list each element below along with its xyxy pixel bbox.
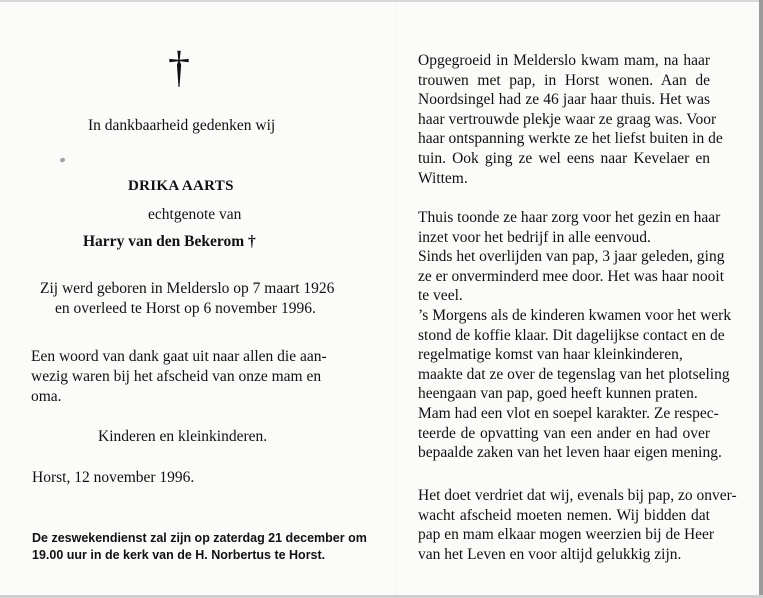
text-line: trouwen met pap, in Horst wonen. Aan de bbox=[418, 71, 710, 89]
text-line: teerde de opvatting van een ander en had over bbox=[418, 424, 710, 442]
text-line: haar vertrouwde plekje waar ze graag was. Voor bbox=[418, 110, 717, 128]
family-signature: Kinderen en kleinkinderen. bbox=[98, 428, 268, 445]
text-line: heengaan van pap, goed heeft kunnen praten. bbox=[418, 385, 698, 403]
text-line: Opgegroeid in Melderslo kwam mam, na haar bbox=[418, 52, 710, 69]
biography-paragraph-3 bbox=[418, 486, 737, 564]
biography-paragraph-1 bbox=[418, 51, 723, 188]
place-date: Horst, 12 november 1996. bbox=[32, 469, 195, 486]
remembrance-heading: In dankbaarheid gedenken wij bbox=[88, 117, 276, 134]
right-edge bbox=[759, 0, 763, 598]
text-line: Thuis toonde ze haar zorg voor het gezin en haar bbox=[418, 209, 721, 226]
text-line: tuin. Ook ging ze wel eens naar Kevelaer en bbox=[418, 149, 710, 167]
text-line: stond de koffie klaar. Dit dagelijkse contact en de bbox=[418, 326, 725, 344]
service-line: 19.00 uur in de kerk van de H. Norbertus te Horst. bbox=[32, 548, 326, 562]
text-line: van het Leven en voor altijd gelukkig zijn. bbox=[418, 545, 682, 563]
text-line: haar ontspanning werkte ze het liefst buiten in de bbox=[418, 130, 723, 148]
deceased-name: DRIKA AARTS bbox=[128, 178, 234, 194]
paper-speck bbox=[59, 157, 65, 163]
text-line: Wittem. bbox=[418, 169, 468, 187]
spouse-name: Harry van den Bekerom † bbox=[83, 233, 256, 250]
text-line: te veel. bbox=[418, 287, 463, 305]
text-line: ’s Morgens als de kinderen kwamen voor het werk bbox=[418, 306, 732, 324]
death-line: en overleed te Horst op 6 november 1996. bbox=[55, 300, 316, 317]
text-line: inzet voor het bedrijf in alle eenvoud. bbox=[418, 228, 651, 246]
cross-icon: † bbox=[168, 43, 190, 92]
thanks-line: wezig waren bij het afscheid van onze mam en bbox=[31, 368, 322, 385]
top-edge bbox=[0, 0, 763, 2]
thanks-paragraph bbox=[31, 347, 351, 407]
biography-paragraph-2 bbox=[418, 208, 732, 463]
thanks-line: oma. bbox=[31, 388, 62, 405]
thanks-line: Een woord van dank gaat uit naar allen die aan- bbox=[31, 348, 327, 365]
text-line: maakte dat ze over de tegenslag van het plotseling bbox=[418, 365, 730, 383]
text-line: bepaalde zaken van het leven haar eigen mening. bbox=[418, 444, 722, 462]
spouse-label: echtgenote van bbox=[148, 206, 242, 223]
text-line: regelmatige komst van haar kleinkinderen, bbox=[418, 346, 683, 364]
text-line: pap en mam elkaar mogen weerzien bij de Heer bbox=[418, 526, 715, 544]
service-line: De zeswekendienst zal zijn op zaterdag 21 december om bbox=[32, 531, 367, 545]
text-line: Mam had een vlot en soepel karakter. Ze respec- bbox=[418, 404, 719, 422]
text-line: Het doet verdriet dat wij, evenals bij pap, zo onver- bbox=[418, 487, 737, 504]
text-line: Sinds het overlijden van pap, 3 jaar geleden, ging bbox=[418, 248, 725, 266]
service-notice bbox=[32, 530, 367, 564]
text-line: ze er onverminderd mee door. Het was haar nooit bbox=[418, 267, 725, 285]
text-line: Noordsingel had ze 46 jaar haar thuis. Het was bbox=[418, 91, 710, 109]
center-fold bbox=[395, 0, 396, 598]
birth-line: Zij werd geboren in Melderslo op 7 maart 1926 bbox=[40, 280, 335, 297]
text-line: wacht afscheid moeten nemen. Wij bidden dat bbox=[418, 506, 710, 524]
